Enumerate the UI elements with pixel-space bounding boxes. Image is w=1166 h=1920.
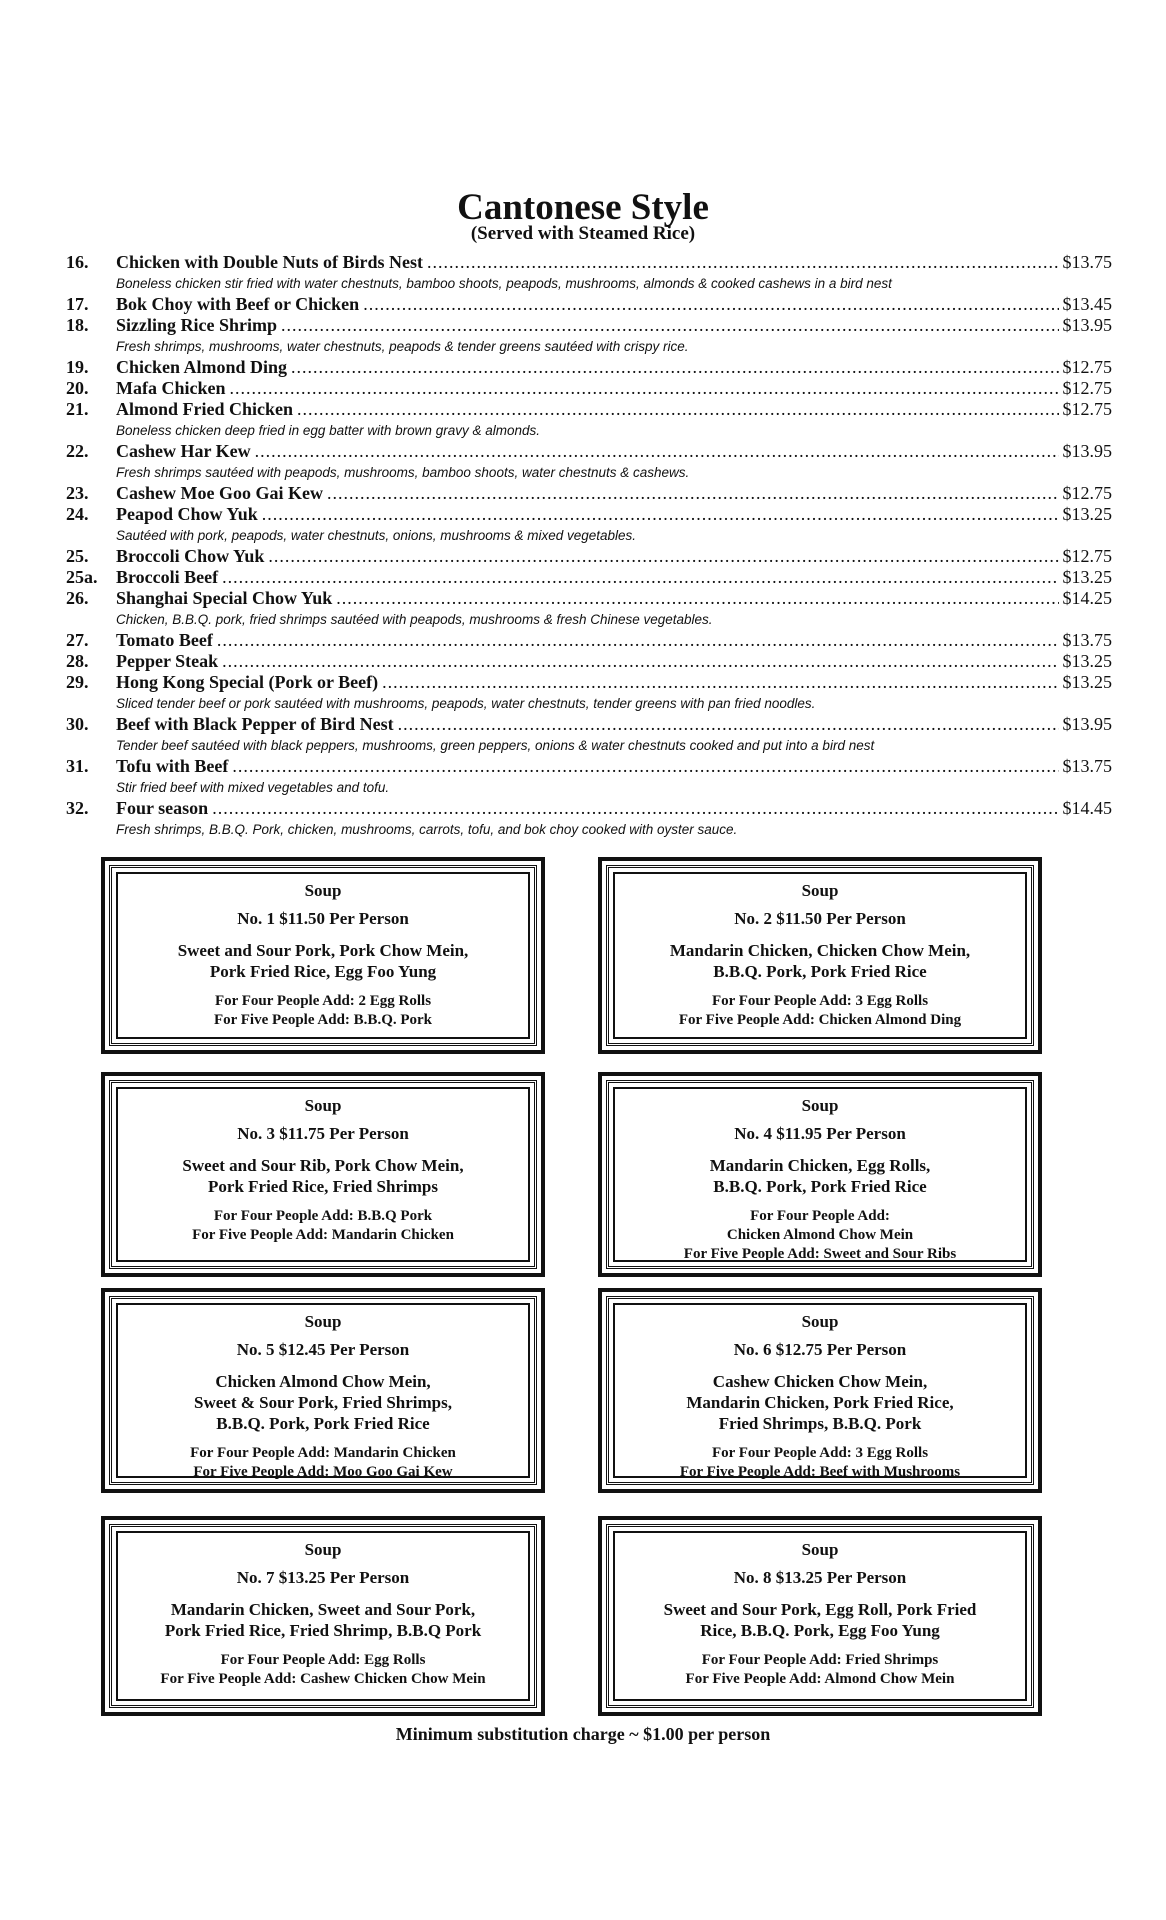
menu-item-price: $12.75 [1062, 357, 1112, 377]
menu-item-name: Hong Kong Special (Pork or Beef) [116, 672, 379, 692]
leader-dots [217, 630, 1059, 651]
menu-item [66, 315, 1112, 336]
leader-dots [281, 315, 1059, 336]
dinner-dishes: Sweet and Sour Pork, Egg Roll, Pork Fried Rice, B.B.Q. Pork, Egg Foo Yung [663, 1600, 977, 1640]
leader-dots [232, 756, 1058, 777]
leader-dots [212, 798, 1058, 819]
menu-item-name: Peapod Chow Yuk [116, 504, 258, 524]
menu-item-description: Fresh shrimps, B.B.Q. Pork, chicken, mushrooms, carrots, tofu, and bok choy cooked with oyster sauce. [116, 822, 738, 837]
page-subtitle: (Served with Steamed Rice) [470, 223, 696, 244]
menu-item-number: 31. [66, 756, 89, 776]
leader-dots [262, 504, 1059, 525]
family-dinner-box [101, 1516, 545, 1716]
box-content [116, 872, 530, 1039]
menu-item [66, 378, 1112, 399]
menu-item-number: 20. [66, 378, 89, 398]
menu-item [66, 483, 1112, 504]
dinner-dishes: Mandarin Chicken, Sweet and Sour Pork, Pork Fried Rice, Fried Shrimp, B.B.Q Pork [164, 1600, 482, 1640]
dinner-dishes: Mandarin Chicken, Egg Rolls, B.B.Q. Pork, Pork Fried Rice [709, 1156, 931, 1196]
menu-item [66, 441, 1112, 462]
menu-item [66, 756, 1112, 777]
menu-item-name: Cashew Har Kew [116, 441, 251, 461]
box-border [109, 1524, 537, 1708]
menu-item-number: 25a. [66, 567, 98, 587]
menu-item [66, 357, 1112, 378]
leader-dots [297, 399, 1058, 420]
leader-dots [291, 357, 1058, 378]
menu-item-price: $13.25 [1062, 672, 1112, 692]
menu-item-price: $13.75 [1062, 630, 1112, 650]
menu-item-number: 26. [66, 588, 89, 608]
box-content [613, 872, 1027, 1039]
menu-item-name: Sizzling Rice Shrimp [116, 315, 277, 335]
menu-item-number: 18. [66, 315, 89, 335]
menu-item-number: 16. [66, 252, 89, 272]
menu-item [66, 651, 1112, 672]
dinner-title: No. 5 $12.45 Per Person [236, 1340, 410, 1359]
box-border [606, 1296, 1034, 1485]
menu-item-price: $13.95 [1062, 714, 1112, 734]
menu-item [66, 588, 1112, 609]
menu-item-description: Chicken, B.B.Q. pork, fried shrimps sautéed with peapods, mushrooms & fresh Chinese vegetables. [116, 612, 713, 627]
dinner-additions: For Four People Add: B.B.Q Pork For Five People Add: Mandarin Chicken [192, 1208, 454, 1243]
menu-item-name: Four season [116, 798, 209, 818]
menu-item-price: $13.25 [1062, 504, 1112, 524]
leader-dots [222, 651, 1058, 672]
menu-item-price: $14.45 [1062, 798, 1112, 818]
dinner-soup: Soup [304, 1540, 342, 1559]
menu-item-description: Stir fried beef with mixed vegetables and tofu. [116, 780, 390, 795]
dinner-additions: For Four People Add: Chicken Almond Chow Mein For Five People Add: Sweet and Sour Ribs [683, 1208, 957, 1262]
dinner-title: No. 4 $11.95 Per Person [734, 1124, 906, 1143]
dinner-additions: For Four People Add: 3 Egg Rolls For Five People Add: Beef with Mushrooms [679, 1445, 961, 1480]
family-dinner-box [598, 1072, 1042, 1277]
menu-item-name: Almond Fried Chicken [116, 399, 294, 419]
leader-dots [268, 546, 1058, 567]
substitution-note: Minimum substitution charge ~ $1.00 per person [395, 1724, 771, 1744]
dinner-soup: Soup [801, 1312, 839, 1331]
box-border [606, 1080, 1034, 1269]
menu-item-name: Tofu with Beef [116, 756, 229, 776]
menu-item-number: 21. [66, 399, 89, 419]
box-border [606, 1524, 1034, 1708]
menu-item-name: Chicken Almond Ding [116, 357, 288, 377]
menu-item [66, 630, 1112, 651]
menu-item [66, 294, 1112, 315]
dinner-dishes: Mandarin Chicken, Chicken Chow Mein, B.B.Q. Pork, Pork Fried Rice [669, 941, 971, 981]
menu-item [66, 567, 1112, 588]
menu-item-price: $12.75 [1062, 399, 1112, 419]
leader-dots [230, 378, 1059, 399]
dinner-soup: Soup [304, 1312, 342, 1331]
box-content [613, 1303, 1027, 1478]
menu-item-price: $13.75 [1062, 252, 1112, 272]
menu-item [66, 399, 1112, 420]
box-content [116, 1531, 530, 1701]
dinner-soup: Soup [801, 1096, 839, 1115]
family-dinner-box [598, 1288, 1042, 1493]
menu-item-description: Boneless chicken stir fried with water chestnuts, bamboo shoots, peapods, mushrooms, almonds & cooked cashews in a bird nest [116, 276, 892, 291]
menu-item-number: 30. [66, 714, 89, 734]
box-border [606, 865, 1034, 1046]
menu-item-description: Sautéed with pork, peapods, water chestnuts, onions, mushrooms & mixed vegetables. [116, 528, 637, 543]
dinner-soup: Soup [304, 1096, 342, 1115]
menu-item-description: Tender beef sautéed with black peppers, mushrooms, green peppers, onions & water chestnuts cooked and put into a bird nest [116, 738, 875, 753]
menu-item-number: 28. [66, 651, 89, 671]
menu-item-number: 27. [66, 630, 89, 650]
dinner-soup: Soup [801, 1540, 839, 1559]
menu-item-name: Beef with Black Pepper of Bird Nest [116, 714, 394, 734]
dinner-dishes: Cashew Chicken Chow Mein, Mandarin Chicken, Pork Fried Rice, Fried Shrimps, B.B.Q. Pork [686, 1372, 954, 1433]
leader-dots [427, 252, 1058, 273]
menu-item-number: 25. [66, 546, 89, 566]
box-border [109, 1296, 537, 1485]
menu-item-name: Broccoli Beef [116, 567, 219, 587]
leader-dots [398, 714, 1059, 735]
menu-item-number: 32. [66, 798, 89, 818]
menu-item-price: $13.95 [1062, 441, 1112, 461]
menu-item-number: 17. [66, 294, 89, 314]
dinner-title: No. 8 $13.25 Per Person [733, 1568, 907, 1587]
leader-dots [327, 483, 1059, 504]
menu-item-name: Broccoli Chow Yuk [116, 546, 265, 566]
menu-item-number: 19. [66, 357, 89, 377]
menu-item-name: Bok Choy with Beef or Chicken [116, 294, 360, 314]
menu-item-name: Mafa Chicken [116, 378, 226, 398]
leader-dots [363, 294, 1058, 315]
dinner-title: No. 7 $13.25 Per Person [236, 1568, 410, 1587]
menu-item-price: $13.75 [1062, 756, 1112, 776]
box-content [613, 1531, 1027, 1701]
menu-item [66, 714, 1112, 735]
menu-item-price: $12.75 [1062, 546, 1112, 566]
menu-item-name: Tomato Beef [116, 630, 213, 650]
dinner-title: No. 1 $11.50 Per Person [237, 909, 409, 928]
menu-item-description: Fresh shrimps sautéed with peapods, mushrooms, bamboo shoots, water chestnuts & cashews. [116, 465, 690, 480]
menu-item-description: Sliced tender beef or pork sautéed with mushrooms, peapods, water chestnuts, tender greens with pan fried noodles. [116, 696, 816, 711]
family-dinner-box [101, 1072, 545, 1277]
dinner-additions: For Four People Add: 2 Egg Rolls For Five People Add: B.B.Q. Pork [213, 993, 433, 1028]
dinner-title: No. 2 $11.50 Per Person [734, 909, 906, 928]
dinner-title: No. 3 $11.75 Per Person [237, 1124, 409, 1143]
menu-item-price: $12.75 [1062, 378, 1112, 398]
menu-item [66, 252, 1112, 273]
family-dinner-box [101, 857, 545, 1054]
menu-item-number: 24. [66, 504, 89, 524]
dinner-title: No. 6 $12.75 Per Person [733, 1340, 907, 1359]
menu-item-price: $13.25 [1062, 567, 1112, 587]
box-content [116, 1303, 530, 1478]
menu-item-price: $13.95 [1062, 315, 1112, 335]
menu-item [66, 504, 1112, 525]
dinner-dishes: Sweet and Sour Rib, Pork Chow Mein, Pork Fried Rice, Fried Shrimps [182, 1156, 464, 1196]
box-border [109, 865, 537, 1046]
page-title: Cantonese Style [457, 187, 709, 228]
dinner-additions: For Four People Add: Egg Rolls For Five People Add: Cashew Chicken Chow Mein [160, 1652, 486, 1687]
menu-item-price: $13.45 [1062, 294, 1112, 314]
dinner-additions: For Four People Add: 3 Egg Rolls For Five People Add: Chicken Almond Ding [678, 993, 962, 1028]
menu-item-name: Shanghai Special Chow Yuk [116, 588, 333, 608]
leader-dots [255, 441, 1059, 462]
box-content [116, 1087, 530, 1262]
menu-item-list [66, 252, 1112, 840]
menu-item-price: $13.25 [1062, 651, 1112, 671]
family-dinner-box [598, 857, 1042, 1054]
menu-item [66, 798, 1112, 819]
menu-item [66, 672, 1112, 693]
menu-item-number: 23. [66, 483, 89, 503]
dinner-soup: Soup [801, 881, 839, 900]
menu-item-name: Cashew Moe Goo Gai Kew [116, 483, 323, 503]
box-content [613, 1087, 1027, 1262]
dinner-additions: For Four People Add: Fried Shrimps For Five People Add: Almond Chow Mein [685, 1652, 955, 1687]
family-dinner-box [101, 1288, 545, 1493]
menu-item [66, 546, 1112, 567]
menu-item-price: $14.25 [1062, 588, 1112, 608]
box-border [109, 1080, 537, 1269]
dinner-dishes: Sweet and Sour Pork, Pork Chow Mein, Pork Fried Rice, Egg Foo Yung [177, 941, 469, 981]
menu-item-name: Pepper Steak [116, 651, 219, 671]
menu-item-number: 29. [66, 672, 89, 692]
menu-item-name: Chicken with Double Nuts of Birds Nest [116, 252, 424, 272]
leader-dots [336, 588, 1058, 609]
leader-dots [382, 672, 1058, 693]
dinner-dishes: Chicken Almond Chow Mein, Sweet & Sour Pork, Fried Shrimps, B.B.Q. Pork, Pork Fried Rice [194, 1372, 452, 1433]
menu-item-number: 22. [66, 441, 89, 461]
family-dinner-box [598, 1516, 1042, 1716]
dinner-soup: Soup [304, 881, 342, 900]
menu-item-description: Boneless chicken deep fried in egg batter with brown gravy & almonds. [116, 423, 540, 438]
menu-item-price: $12.75 [1062, 483, 1112, 503]
dinner-additions: For Four People Add: Mandarin Chicken For Five People Add: Moo Goo Gai Kew [190, 1445, 456, 1480]
menu-item-description: Fresh shrimps, mushrooms, water chestnuts, peapods & tender greens sautéed with crispy rice. [116, 339, 689, 354]
leader-dots [222, 567, 1058, 588]
